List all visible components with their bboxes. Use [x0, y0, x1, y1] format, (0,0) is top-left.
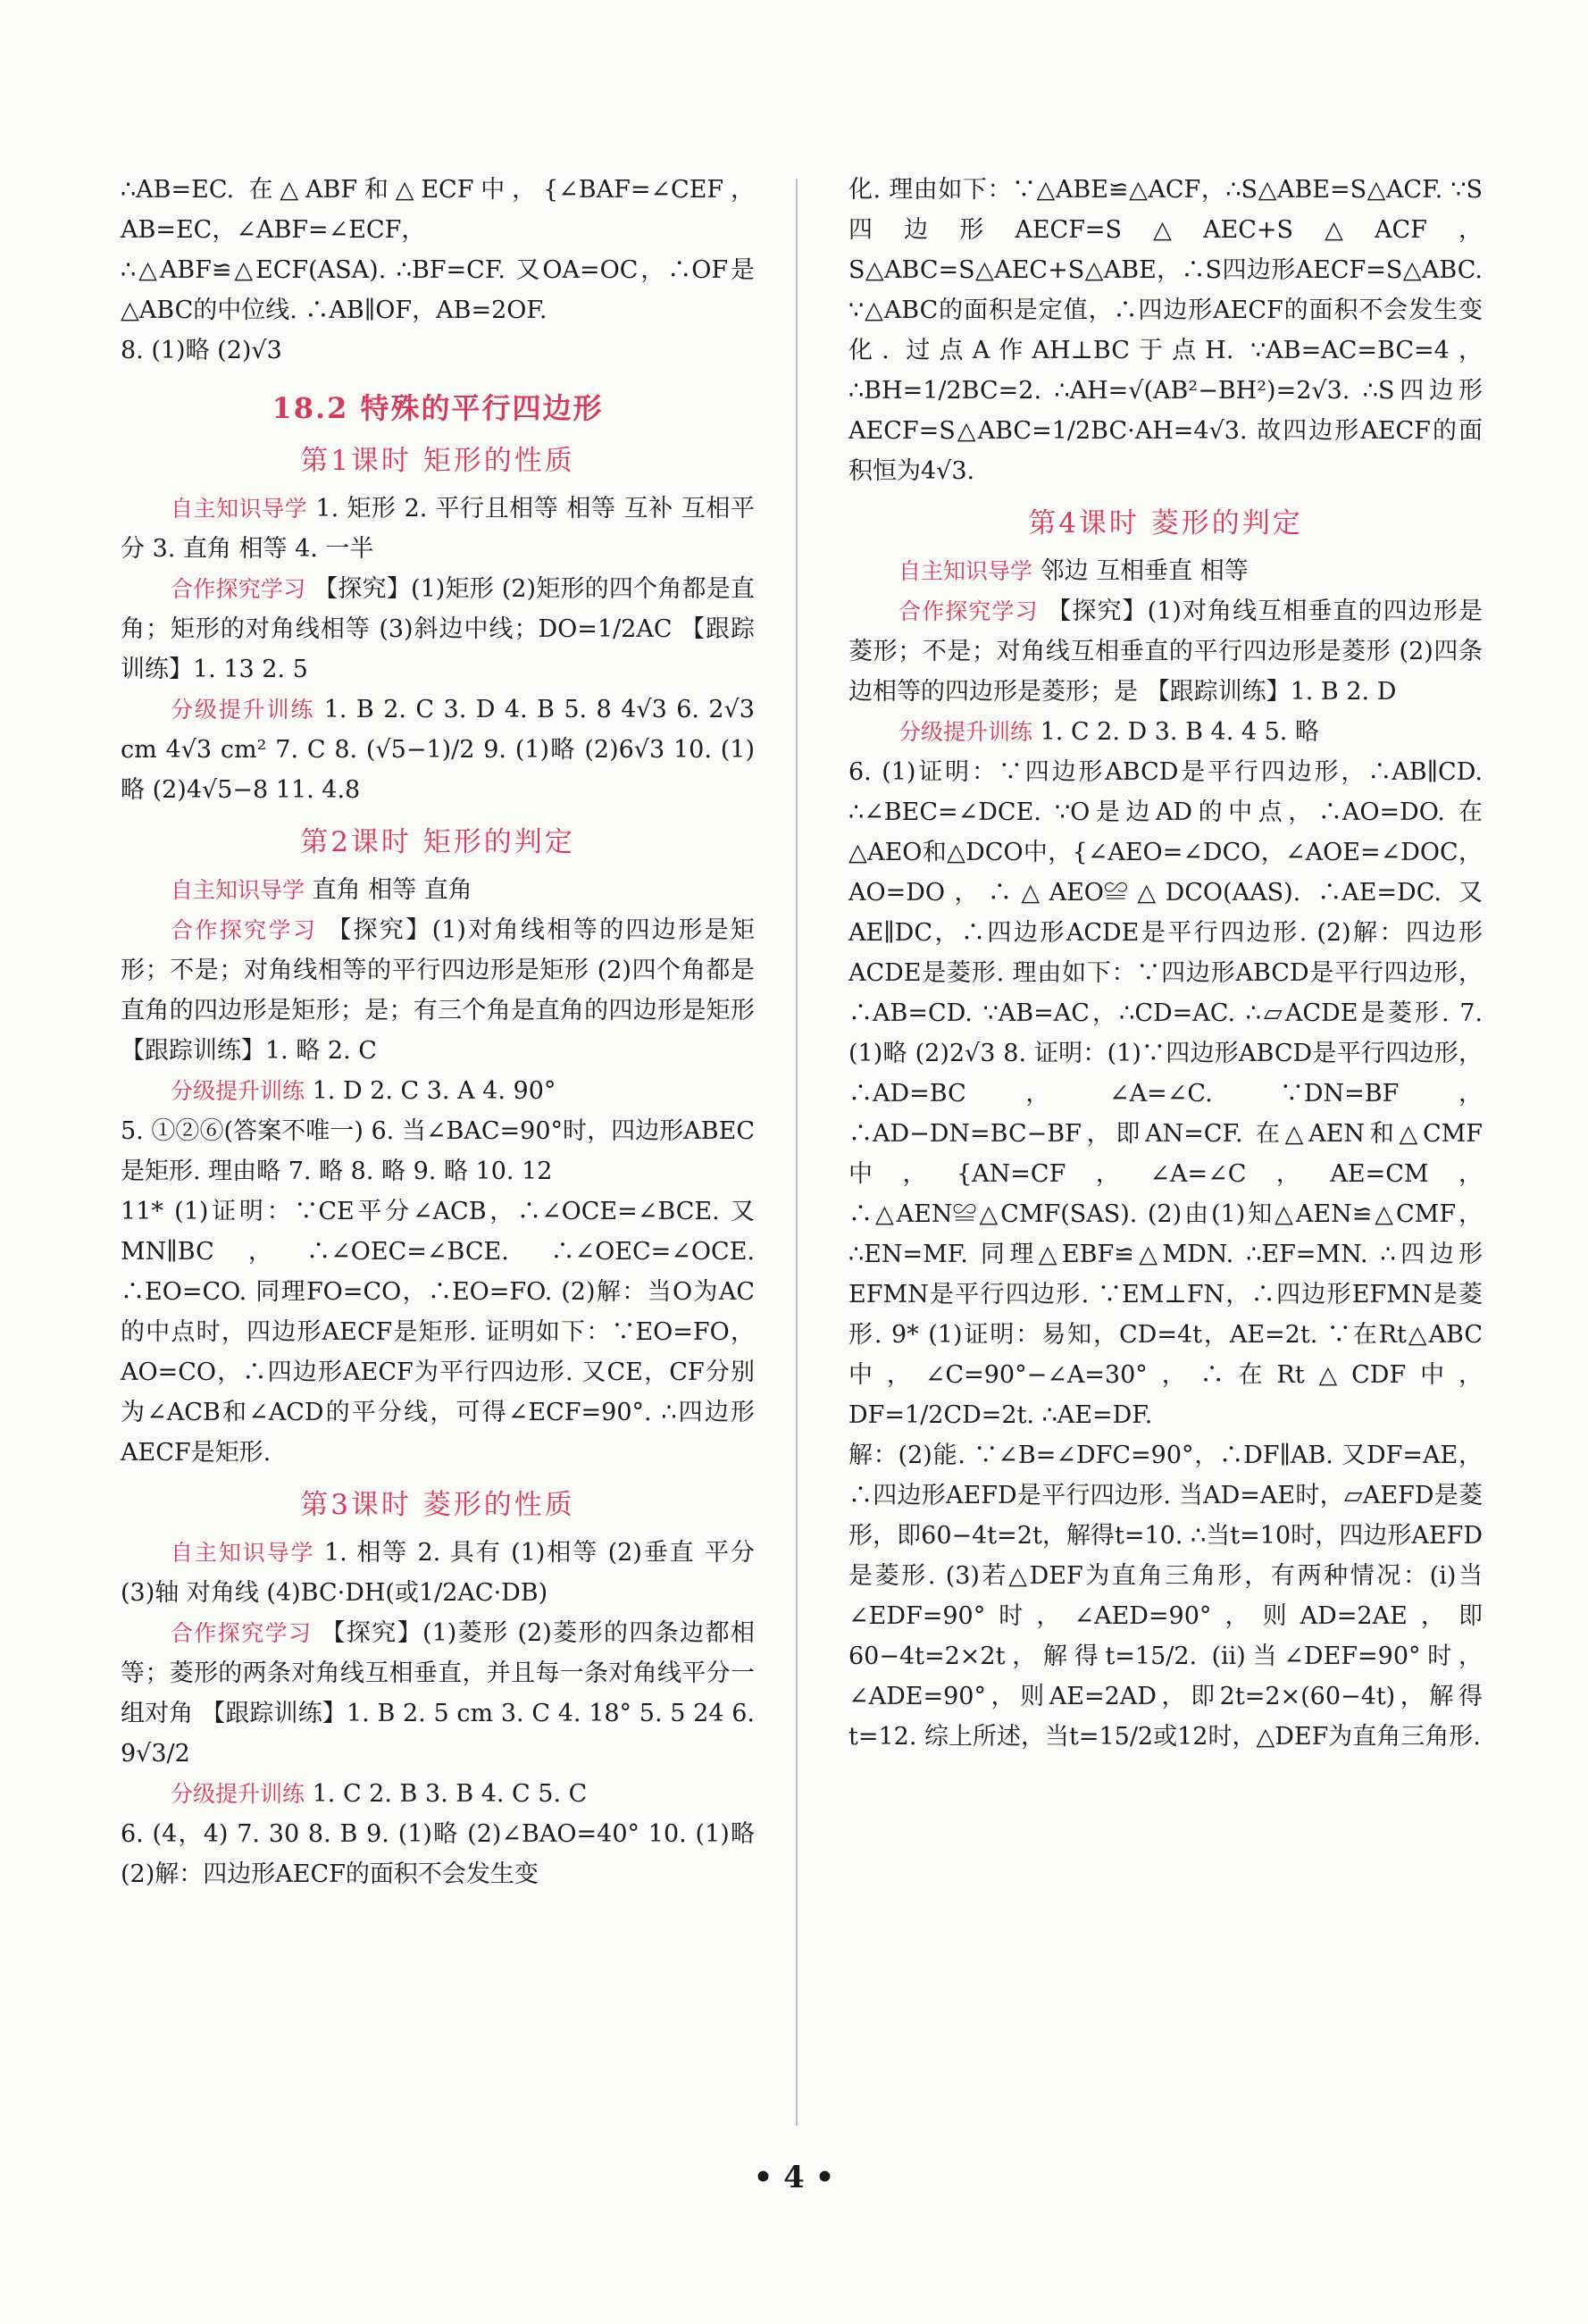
answer-paragraph [121, 870, 755, 910]
answer-text: 1. B 2. C 3. D 4. B 5. 8 4√3 6. 2√3 cm 4√3 cm² 7. C 8. (√5−1)/2 9. (1)略 (2)6√3 10. (1)略 (2)4√5−8 11. 4.8 [121, 696, 755, 804]
answer-text: 【探究】(1)对角线互相垂直的四边形是菱形；不是；对角线互相垂直的平行四边形是菱形 (2)四条边相等的四边形是菱形；是 【跟踪训练】1. B 2. D [848, 598, 1483, 706]
answer-paragraph [121, 690, 755, 810]
answer-text: 1. 相等 2. 具有 (1)相等 (2)垂直 平分 (3)轴 对角线 (4)BC·DH(或1/2AC·DB) [121, 1539, 755, 1607]
answer-paragraph [121, 1814, 755, 1894]
answer-text: 1. C 2. D 3. B 4. 4 5. 略 [1032, 718, 1319, 746]
answer-paragraph [121, 489, 755, 569]
section-label: 自主知识导学 [898, 558, 1033, 584]
column-divider [796, 179, 798, 2126]
answer-text: 1. D 2. C 3. A 4. 90° [305, 1077, 556, 1105]
answer-text: 6. (1)证明：∵四边形ABCD是平行四边形，∴AB∥CD. ∴∠BEC=∠DCE. ∵O是边AD的中点，∴AO=DO. 在△AEO和△DCO中，{∠AEO=∠DCO，∠AOE=∠DOC，AO=DO，∴△AEO≌△DCO(AAS). ∴AE=DC. 又AE∥DC，∴四边形ACDE是平行四边形. (2)解：四边形ACDE是菱形. 理由如下：∵四边形ABCD是平行四边形，∴AB=CD. ∵AB=AC，∴CD=AC. ∴▱ACDE是菱形. 7. (1)略 (2)2√3 8. 证明：(1)∵四边形ABCD是平行四边形，∴AD=BC，∠A=∠C. ∵DN=BF，∴AD−DN=BC−BF，即AN=CF. 在△AEN和△CMF中，{AN=CF，∠A=∠C，AE=CM，∴△AEN≌△CMF(SAS). (2)由(1)知△AEN≌△CMF，∴EN=MF. 同理△EBF≌△MDN. ∴EF=MN. ∴四边形EFMN是平行四边形. ∵EM⊥FN，∴四边形EFMN是菱形. 9* (1)证明：易知，CD=4t，AE=2t. ∵在Rt△ABC中，∠C=90°−∠A=30°，∴在Rt△CDF中，DF=1/2CD=2t. ∴AE=DF. [848, 758, 1483, 1429]
answer-text: 【探究】(1)菱形 (2)菱形的四条边都相等；菱形的两条对角线互相垂直，并且每一条对角线平分一组对角 【跟踪训练】1. B 2. 5 cm 3. C 4. 18° 5. 5 24 6. 9√3/2 [121, 1619, 755, 1768]
answer-paragraph [848, 712, 1483, 752]
section-label: 合作探究学习 [898, 598, 1039, 624]
answer-paragraph [848, 170, 1483, 491]
answer-paragraph [848, 1435, 1483, 1757]
answer-paragraph [848, 591, 1483, 712]
answer-paragraph [121, 1774, 755, 1814]
answer-paragraph [121, 1613, 755, 1774]
answer-paragraph [121, 1191, 755, 1473]
answer-paragraph [121, 1071, 755, 1111]
section-label: 分级提升训练 [171, 1078, 305, 1104]
section-label: 合作探究学习 [171, 917, 318, 943]
answer-paragraph [121, 170, 755, 250]
page-number: • 4 • [753, 2160, 835, 2195]
section-label: 分级提升训练 [898, 719, 1033, 745]
left-column [121, 170, 755, 1894]
answer-text: 【探究】(1)矩形 (2)矩形的四个角都是直角；矩形的对角线相等 (3)斜边中线；DO=1/2AC 【跟踪训练】1. 13 2. 5 [121, 575, 755, 683]
answer-paragraph [121, 910, 755, 1071]
answer-text: 8. (1)略 (2)√3 [121, 337, 282, 364]
answer-text: 解：(2)能. ∵∠B=∠DFC=90°，∴DF∥AB. 又DF=AE，∴四边形AEFD是平行四边形. 当AD=AE时，▱AEFD是菱形，即60−4t=2t，解得t=10. ∴当t=10时，四边形AEFD是菱形. (3)若△DEF为直角三角形，有两种情况：(i)当∠EDF=90°时，∠AED=90°，则AD=2AE，即60−4t=2×2t，解得t=15/2. (ii)当∠DEF=90°时，∠ADE=90°，则AE=2AD，即2t=2×(60−4t)，解得t=12. 综上所述，当t=15/2或12时，△DEF为直角三角形. [848, 1442, 1483, 1751]
lesson-title: 第3课时 菱形的性质 [300, 1489, 575, 1521]
section-label: 自主知识导学 [171, 877, 305, 903]
answer-text: ∴△ABF≌△ECF(ASA). ∴BF=CF. 又OA=OC，∴OF是△ABC的中位线. ∴AB∥OF，AB=2OF. [121, 256, 755, 324]
answer-text: 化. 理由如下：∵△ABE≌△ACF，∴S△ABE=S△ACF. ∵S四边形AECF=S△AEC+S△ACF，S△ABC=S△AEC+S△ABE，∴S四边形AECF=S△ABC. ∵△ABC的面积是定值，∴四边形AECF的面积不会发生变化. 过点A作AH⊥BC于点H. ∵AB=AC=BC=4，∴BH=1/2BC=2. ∴AH=√(AB²−BH²)=2√3. ∴S四边形AECF=S△ABC=1/2BC·AH=4√3. 故四边形AECF的面积恒为4√3. [848, 176, 1483, 485]
answer-paragraph [848, 752, 1483, 1435]
answer-text: ∴AB=EC. 在△ABF和△ECF中，{∠BAF=∠CEF，AB=EC，∠ABF=∠ECF， [121, 176, 755, 244]
answer-paragraph [848, 551, 1483, 591]
section-label: 自主知识导学 [171, 1540, 315, 1566]
answer-text: 6. (4，4) 7. 30 8. B 9. (1)略 (2)∠BAO=40° 10. (1)略 (2)解：四边形AECF的面积不会发生变 [121, 1820, 755, 1888]
answer-text: 1. C 2. B 3. B 4. C 5. C [305, 1780, 588, 1808]
right-column [848, 170, 1483, 1757]
answer-text: 11* (1)证明：∵CE平分∠ACB，∴∠OCE=∠BCE. 又MN∥BC，∴∠OEC=∠BCE. ∴∠OEC=∠OCE. ∴EO=CO. 同理FO=CO，∴EO=FO. (2)解：当O为AC的中点时，四边形AECF是矩形. 证明如下：∵EO=FO，AO=CO，∴四边形AECF为平行四边形. 又CE，CF分别为∠ACB和∠ACD的平分线，可得∠ECF=90°. ∴四边形AECF是矩形. [121, 1198, 755, 1467]
section-title: 18.2 特殊的平行四边形 [272, 391, 604, 425]
answer-text: 邻边 互相垂直 相等 [1032, 557, 1249, 585]
answer-text: 【探究】(1)对角线相等的四边形是矩形；不是；对角线相等的平行四边形是矩形 (2)四个角都是直角的四边形是矩形；是；有三个角是直角的四边形是矩形 【跟踪训练】1. 略 2. C [121, 916, 755, 1065]
section-label: 自主知识导学 [171, 496, 308, 522]
answer-text: 1. 矩形 2. 平行且相等 相等 互补 互相平分 3. 直角 相等 4. 一半 [121, 495, 755, 563]
answer-paragraph [121, 330, 755, 371]
lesson-title: 第2课时 矩形的判定 [300, 826, 575, 858]
section-label: 合作探究学习 [171, 1620, 313, 1646]
answer-paragraph [121, 569, 755, 690]
answer-text: 5. ①②⑥(答案不唯一) 6. 当∠BAC=90°时，四边形ABEC是矩形. 理由略 7. 略 8. 略 9. 略 10. 12 [121, 1117, 755, 1185]
lesson-title: 第4课时 菱形的判定 [1028, 507, 1303, 539]
section-label: 分级提升训练 [171, 1781, 305, 1807]
section-label: 分级提升训练 [171, 697, 315, 723]
answer-paragraph [121, 250, 755, 330]
lesson-title: 第1课时 矩形的性质 [300, 445, 575, 477]
answer-paragraph [121, 1111, 755, 1191]
section-label: 合作探究学习 [171, 576, 306, 602]
answer-text: 直角 相等 直角 [305, 876, 472, 904]
answer-paragraph [121, 1533, 755, 1613]
